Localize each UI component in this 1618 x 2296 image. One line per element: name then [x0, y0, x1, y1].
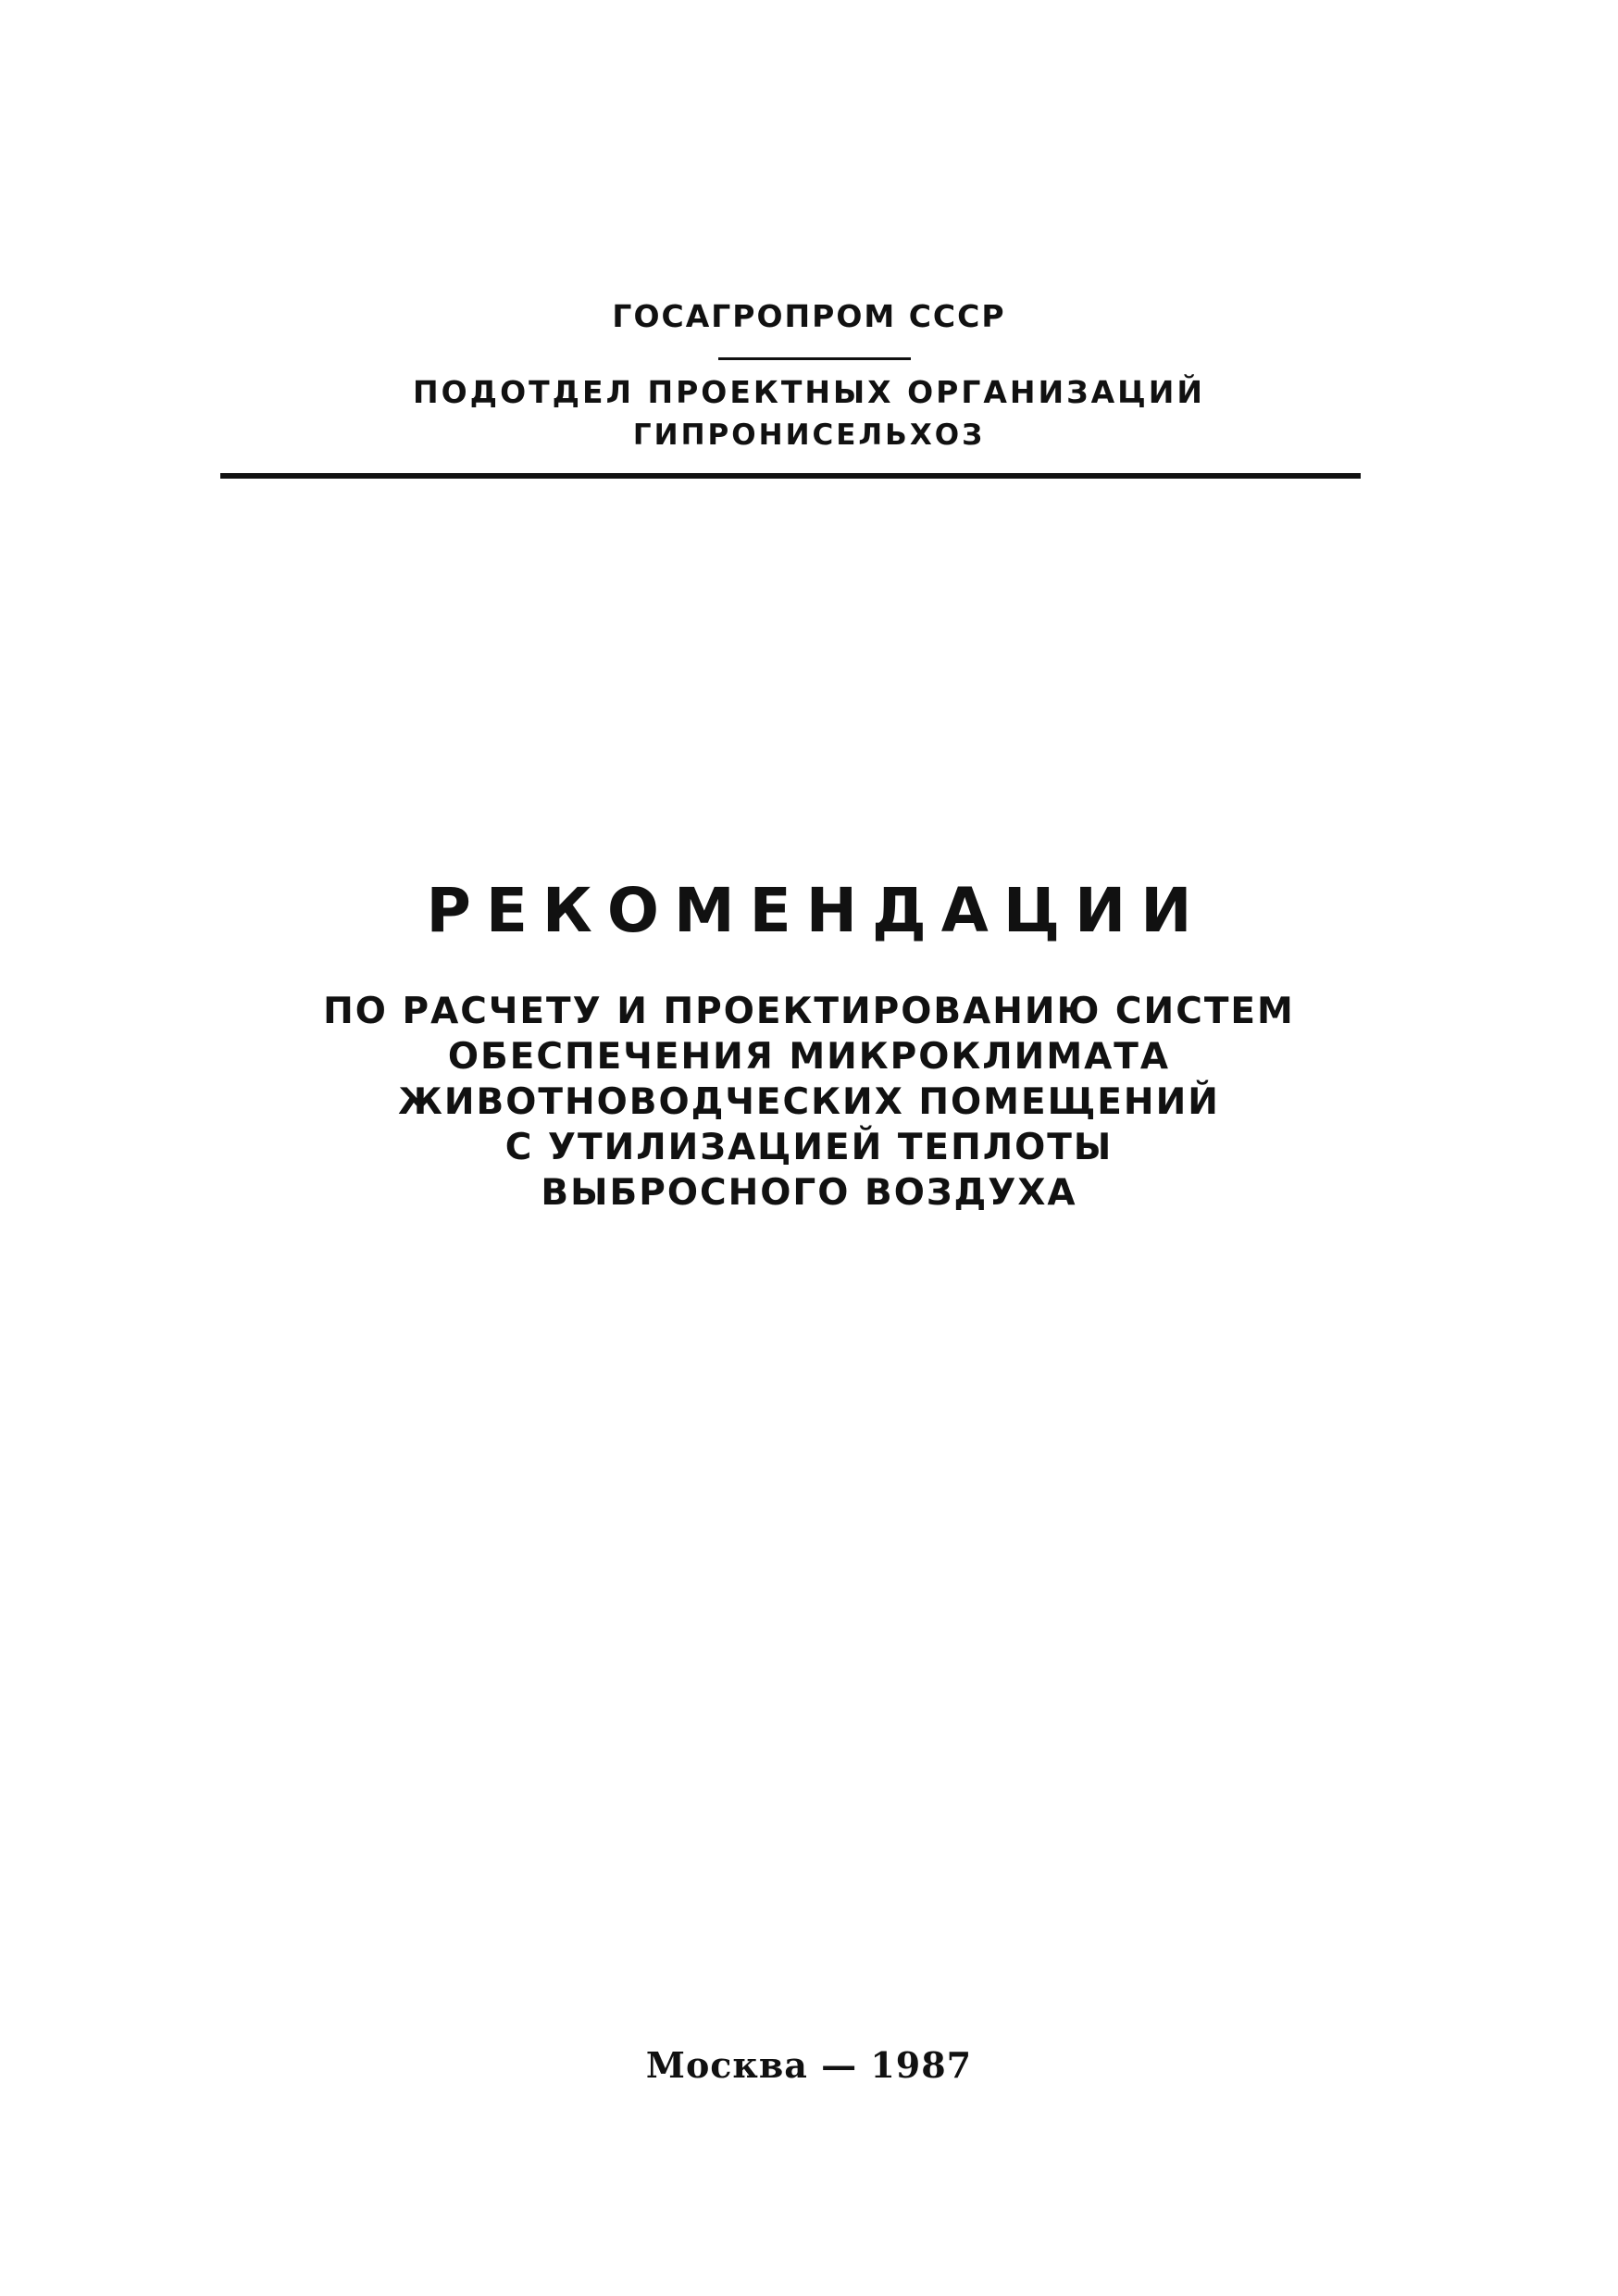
subdivision-name: ПОДОТДЕЛ ПРОЕКТНЫХ ОРГАНИЗАЦИЙ — [413, 374, 1205, 410]
subtitle-line: ВЫБРОСНОГО ВОЗДУХА — [541, 1172, 1077, 1214]
subtitle-line: ЖИВОТНОВОДЧЕСКИХ ПОМЕЩЕНИЙ — [398, 1081, 1220, 1123]
subtitle-line: ОБЕСПЕЧЕНИЯ МИКРОКЛИМАТА — [447, 1036, 1171, 1078]
header-divider — [220, 473, 1361, 479]
short-divider — [718, 357, 911, 360]
publication-imprint: Москва — 1987 — [645, 2044, 973, 2086]
document-title: РЕКОМЕНДАЦИИ — [426, 875, 1207, 946]
subtitle-line: ПО РАСЧЕТУ И ПРОЕКТИРОВАНИЮ СИСТЕМ — [323, 991, 1295, 1032]
document-subtitle — [0, 989, 1618, 1216]
institute-name: ГИПРОНИСЕЛЬХОЗ — [632, 418, 986, 452]
ministry-name: ГОСАГРОПРОМ СССР — [612, 298, 1006, 334]
subtitle-line: С УТИЛИЗАЦИЕЙ ТЕПЛОТЫ — [504, 1127, 1114, 1168]
